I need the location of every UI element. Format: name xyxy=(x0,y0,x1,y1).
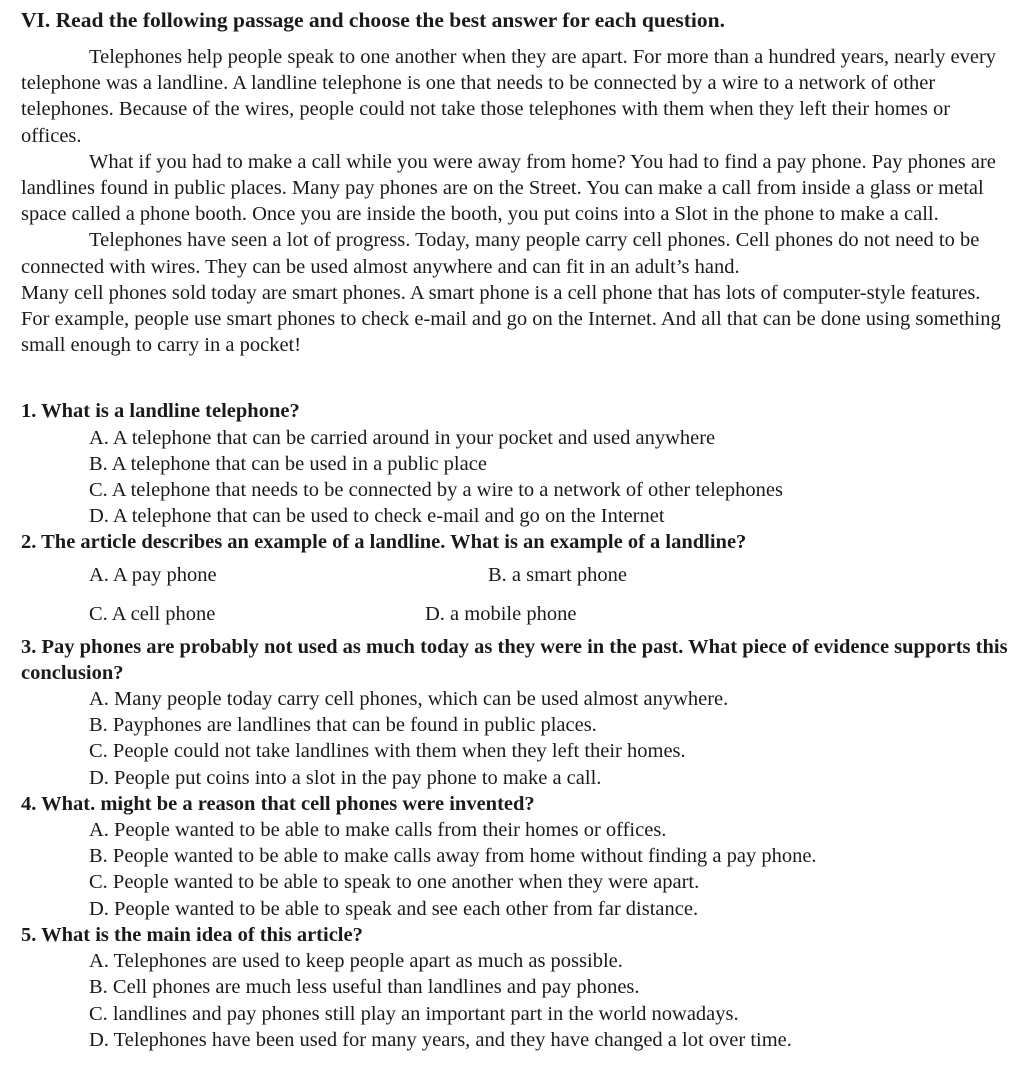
question-2 xyxy=(21,529,1011,633)
question-3-option-b[interactable]: B. Payphones are landlines that can be found in public places. xyxy=(89,714,597,737)
question-1-option-a[interactable]: A. A telephone that can be carried around in your pocket and used anywhere xyxy=(89,426,716,449)
question-2-stem: 2. The article describes an example of a landline. What is an example of a landline? xyxy=(21,531,747,554)
question-3-option-a[interactable]: A. Many people today carry cell phones, which can be used almost anywhere. xyxy=(89,688,729,711)
question-2-option-d[interactable]: D. a mobile phone xyxy=(425,602,577,625)
reading-passage xyxy=(21,44,1011,358)
question-4-option-b[interactable]: B. People wanted to be able to make calls away from home without finding a pay phone. xyxy=(89,845,817,868)
passage-paragraph-2: What if you had to make a call while you were away from home? You had to find a pay phone. Pay phones are landlines found in public places. Many pay phones are on the Street. You can make a call from inside a glass or metal space called a phone booth. Once you are inside the booth, you put coins into a Slot in the phone to make a call. xyxy=(21,150,996,226)
question-list xyxy=(21,398,1011,1052)
question-5-option-d[interactable]: D. Telephones have been used for many years, and they have changed a lot over time. xyxy=(89,1028,792,1051)
question-1-option-d[interactable]: D. A telephone that can be used to check e-mail and go on the Internet xyxy=(89,505,665,528)
question-5-option-c[interactable]: C. landlines and pay phones still play an important part in the world nowadays. xyxy=(89,1002,739,1025)
question-1-option-b[interactable]: B. A telephone that can be used in a public place xyxy=(89,452,487,475)
question-1 xyxy=(21,398,1011,529)
question-1-option-c[interactable]: C. A telephone that needs to be connected by a wire to a network of other telephones xyxy=(89,479,783,502)
question-4 xyxy=(21,791,1011,922)
question-3 xyxy=(21,634,1011,791)
passage-paragraph-1: Telephones help people speak to one another when they are apart. For more than a hundred years, nearly every telephone was a landline. A landline telephone is one that needs to be connected by a wire to a network of other telephones. Because of the wires, people could not take those telephones with them when they left their homes or offices. xyxy=(21,46,997,147)
passage-paragraph-4: Many cell phones sold today are smart phones. A smart phone is a cell phone that has lots of computer-style features. For example, people use smart phones to check e-mail and go on the Internet. And all that can be done using something small enough to carry in a pocket! xyxy=(21,281,1001,357)
question-5 xyxy=(21,922,1011,1053)
question-4-option-a[interactable]: A. People wanted to be able to make calls from their homes or offices. xyxy=(89,819,667,842)
section-heading: VI. Read the following passage and choose the best answer for each question. xyxy=(21,8,725,32)
worksheet-page xyxy=(21,6,1011,1053)
question-2-option-c[interactable]: C. A cell phone xyxy=(89,602,216,625)
question-4-option-c[interactable]: C. People wanted to be able to speak to one another when they were apart. xyxy=(89,871,700,894)
question-4-stem: 4. What. might be a reason that cell phones were invented? xyxy=(21,792,535,815)
question-3-option-d[interactable]: D. People put coins into a slot in the pay phone to make a call. xyxy=(89,766,602,789)
question-2-option-b[interactable]: B. a smart phone xyxy=(488,563,627,586)
question-1-stem: 1. What is a landline telephone? xyxy=(21,400,300,423)
question-2-option-a[interactable]: A. A pay phone xyxy=(89,563,217,586)
question-5-option-a[interactable]: A. Telephones are used to keep people apart as much as possible. xyxy=(89,950,623,973)
question-2-options-row-2 xyxy=(21,595,1011,634)
question-5-stem: 5. What is the main idea of this article? xyxy=(21,923,363,946)
question-3-option-c[interactable]: C. People could not take landlines with them when they left their homes. xyxy=(89,740,686,763)
question-3-stem: 3. Pay phones are probably not used as much today as they were in the past. What piece of evidence supports this conclusion? xyxy=(21,635,1008,684)
question-4-option-d[interactable]: D. People wanted to be able to speak and see each other from far distance. xyxy=(89,897,699,920)
question-2-options-row-1 xyxy=(21,556,1011,595)
question-5-option-b[interactable]: B. Cell phones are much less useful than landlines and pay phones. xyxy=(89,976,640,999)
passage-paragraph-3: Telephones have seen a lot of progress. Today, many people carry cell phones. Cell phones do not need to be connected with wires. They can be used almost anywhere and can fit in an adult’s hand. xyxy=(21,229,980,278)
